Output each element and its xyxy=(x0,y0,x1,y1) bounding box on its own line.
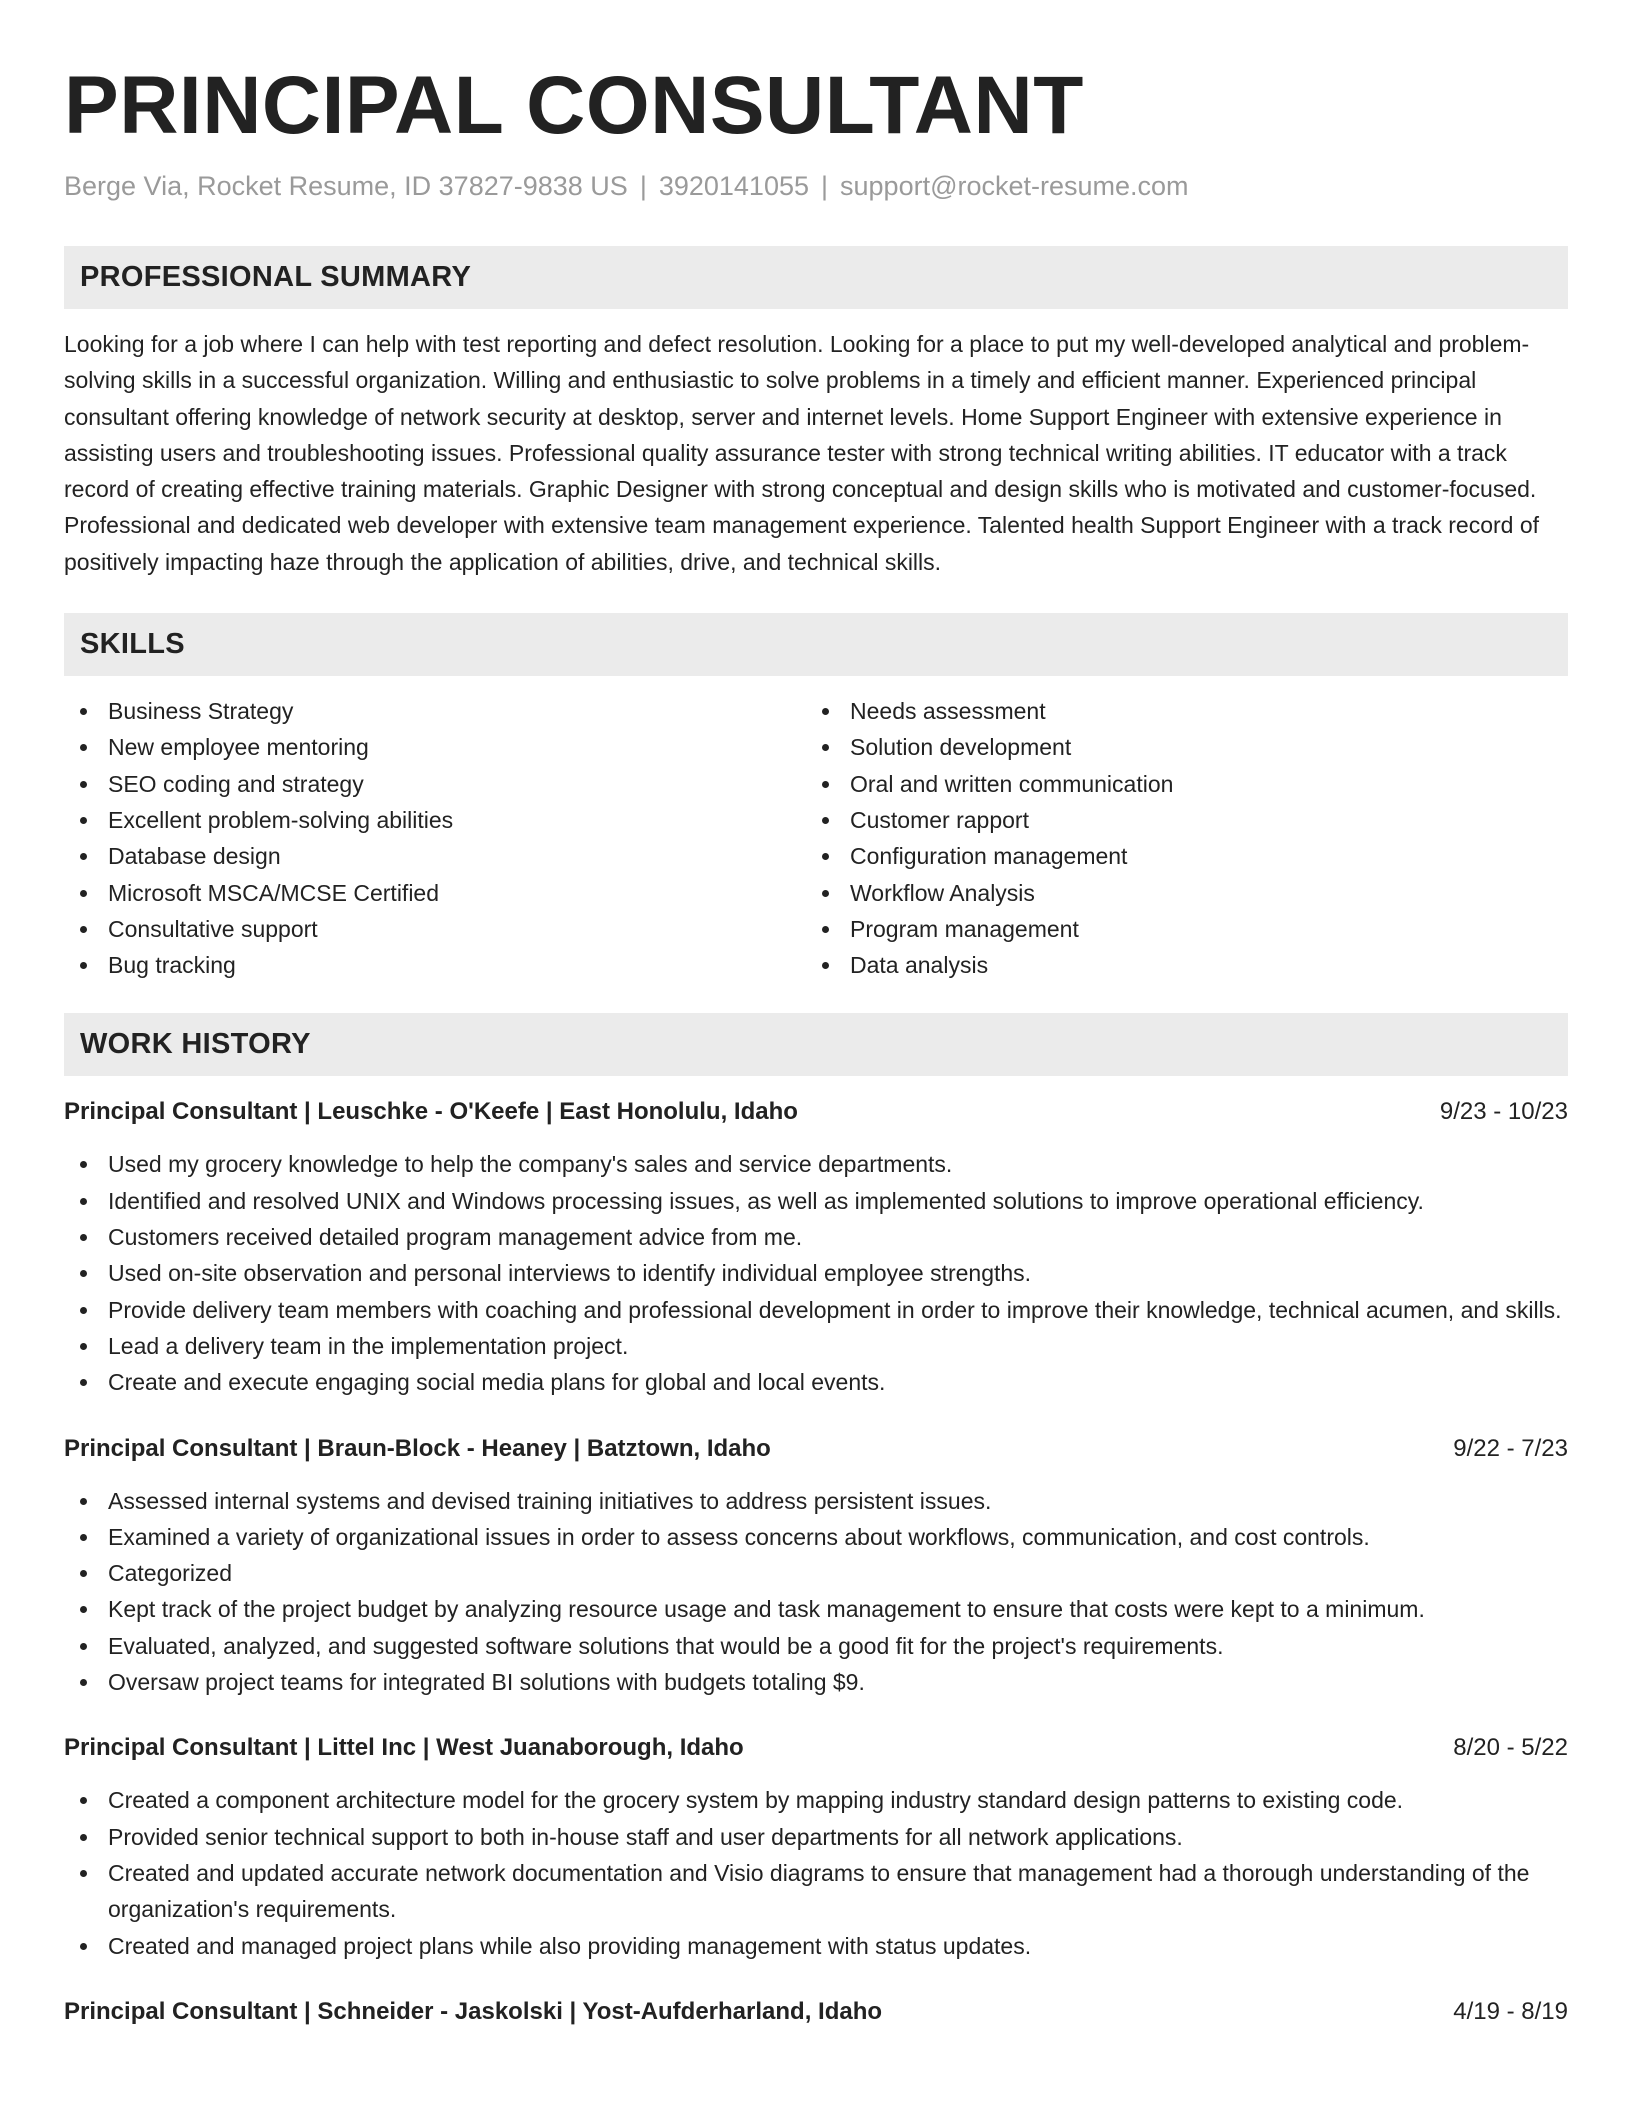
job-bullet: Oversaw project teams for integrated BI solutions with budgets totaling $9. xyxy=(64,1664,1568,1700)
skill-item: SEO coding and strategy xyxy=(64,766,806,802)
job-dates: 9/23 - 10/23 xyxy=(1439,1098,1568,1126)
job-dates: 9/22 - 7/23 xyxy=(1453,1434,1568,1462)
contact-separator: | xyxy=(821,171,829,201)
job-dates: 8/20 - 5/22 xyxy=(1453,1734,1568,1762)
work-history-heading: WORK HISTORY xyxy=(64,1013,1568,1076)
job-title: Principal Consultant | Leuschke - O'Keefe | East Honolulu, Idaho xyxy=(64,1098,798,1126)
skill-item: Program management xyxy=(806,911,1548,947)
job-entry xyxy=(64,1431,1568,1701)
skill-item: New employee mentoring xyxy=(64,729,806,765)
skill-item: Needs assessment xyxy=(806,693,1548,729)
job-bullet: Assessed internal systems and devised training initiatives to address persistent issues. xyxy=(64,1483,1568,1519)
job-bullet: Created a component architecture model for the grocery system by mapping industry standard design patterns to existing code. xyxy=(64,1782,1568,1818)
resume-name: PRINCIPAL CONSULTANT xyxy=(64,60,1084,151)
job-bullet: Created and managed project plans while also providing management with status updates. xyxy=(64,1928,1568,1964)
summary-heading: PROFESSIONAL SUMMARY xyxy=(64,246,1568,309)
job-bullets xyxy=(64,1483,1568,1701)
job-entry xyxy=(64,1994,1568,2030)
job-bullet: Provide delivery team members with coaching and professional development in order to improve their knowledge, technical acumen, and skills. xyxy=(64,1292,1568,1328)
job-bullets xyxy=(64,1782,1568,1963)
skill-item: Oral and written communication xyxy=(806,766,1548,802)
contact-line xyxy=(64,168,1568,204)
job-bullet: Used my grocery knowledge to help the company's sales and service departments. xyxy=(64,1146,1568,1182)
skill-item: Customer rapport xyxy=(806,802,1548,838)
job-header xyxy=(64,1994,1568,2030)
skill-item: Data analysis xyxy=(806,947,1548,983)
skill-item: Microsoft MSCA/MCSE Certified xyxy=(64,875,806,911)
skill-item: Configuration management xyxy=(806,838,1548,874)
job-bullet: Examined a variety of organizational issues in order to assess concerns about workflows, communication, and cost controls. xyxy=(64,1519,1568,1555)
job-bullet: Customers received detailed program management advice from me. xyxy=(64,1219,1568,1255)
job-title: Principal Consultant | Schneider - Jaskolski | Yost-Aufderharland, Idaho xyxy=(64,1997,883,2025)
job-bullet: Lead a delivery team in the implementation project. xyxy=(64,1328,1568,1364)
skills-list xyxy=(64,693,1568,983)
summary-text: Looking for a job where I can help with test reporting and defect resolution. Looking for a place to put my well-developed analytical and problem-solving skills in a successful organization. Willing and enthusiastic to solve problems in a timely and efficient manner. Experienced principal consultant offering knowledge of network security at desktop, server and internet levels. Home Support Engineer with extensive experience in assisting users and troubleshooting issues. Professional quality assurance tester with strong technical writing abilities. IT educator with a track record of creating effective training materials. Graphic Designer with strong conceptual and design skills who is motivated and customer-focused. Professional and dedicated web developer with extensive team management experience. Talented health Support Engineer with a track record of positively impacting haze through the application of abilities, drive, and technical skills. xyxy=(64,331,1540,575)
job-bullet: Provided senior technical support to both in-house staff and user departments for all network applications. xyxy=(64,1819,1568,1855)
job-header xyxy=(64,1730,1568,1766)
skills-column-left xyxy=(64,693,806,983)
job-header xyxy=(64,1094,1568,1130)
job-bullet: Create and execute engaging social media plans for global and local events. xyxy=(64,1364,1568,1400)
job-bullets xyxy=(64,1146,1568,1400)
job-dates: 4/19 - 8/19 xyxy=(1453,1997,1568,2025)
job-bullet: Identified and resolved UNIX and Windows processing issues, as well as implemented solutions to improve operational efficiency. xyxy=(64,1183,1568,1219)
skill-item: Excellent problem-solving abilities xyxy=(64,802,806,838)
resume-page xyxy=(64,0,1568,2030)
job-entry xyxy=(64,1730,1568,1963)
skill-item: Business Strategy xyxy=(64,693,806,729)
skills-column-right xyxy=(806,693,1548,983)
skills-heading: SKILLS xyxy=(64,613,1568,676)
job-bullet: Kept track of the project budget by analyzing resource usage and task management to ensure that costs were kept to a minimum. xyxy=(64,1591,1568,1627)
job-title: Principal Consultant | Braun-Block - Heaney | Batztown, Idaho xyxy=(64,1434,771,1462)
job-bullet: Evaluated, analyzed, and suggested software solutions that would be a good fit for the project's requirements. xyxy=(64,1628,1568,1664)
job-bullet: Categorized xyxy=(64,1555,1568,1591)
job-entry xyxy=(64,1094,1568,1400)
contact-address: Berge Via, Rocket Resume, ID 37827-9838 US xyxy=(64,171,628,201)
skill-item: Bug tracking xyxy=(64,947,806,983)
job-header xyxy=(64,1431,1568,1467)
job-bullet: Created and updated accurate network documentation and Visio diagrams to ensure that management had a thorough understanding of the organization's requirements. xyxy=(64,1855,1568,1928)
skill-item: Consultative support xyxy=(64,911,806,947)
contact-separator: | xyxy=(639,171,647,201)
contact-email: support@rocket-resume.com xyxy=(840,171,1189,201)
skill-item: Solution development xyxy=(806,729,1548,765)
job-title: Principal Consultant | Littel Inc | West Juanaborough, Idaho xyxy=(64,1734,744,1762)
skill-item: Workflow Analysis xyxy=(806,875,1548,911)
skill-item: Database design xyxy=(64,838,806,874)
contact-phone: 3920141055 xyxy=(658,171,809,201)
job-bullet: Used on-site observation and personal interviews to identify individual employee strengths. xyxy=(64,1255,1568,1291)
